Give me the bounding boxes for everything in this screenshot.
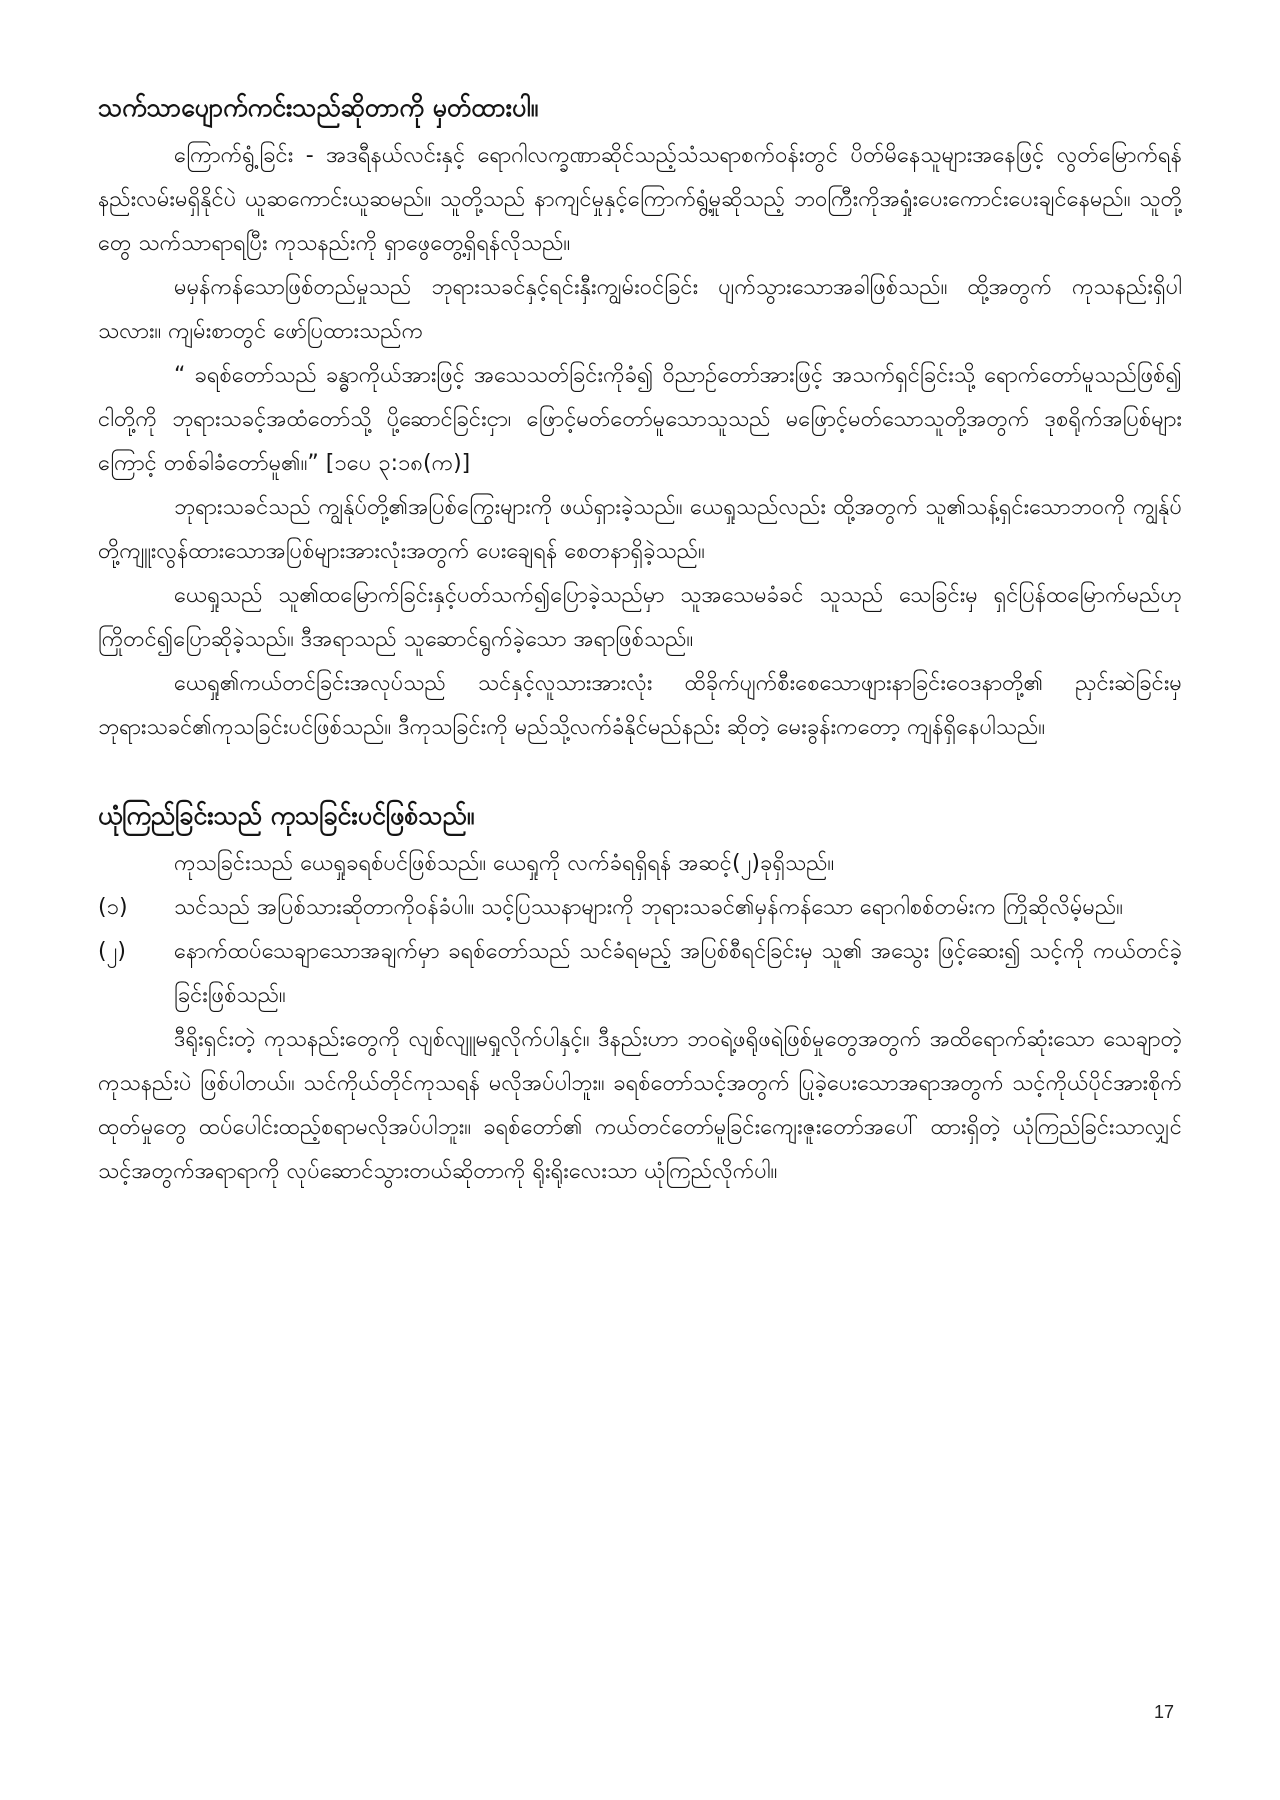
paragraph-closing: ဒီရိုးရှင်းတဲ့ ကုသနည်းတွေကို လျစ်လျူမရှုလိုက်ပါနှင့်။ ဒီနည်းဟာ ဘဝရဲ့ဖရိုဖရဲဖြစ်မှုတွေအတွက် အထိရောက်ဆုံးသော သေချာတဲ့ ကုသနည်းပဲ ဖြစ်ပါတယ်။ သင်ကိုယ်တိုင်ကုသရန် မလိုအပ်ပါဘူး။ ခရစ်တော်သင့်အတွက် ပြုခဲ့ပေးသောအရာအတွက် သင့်ကိုယ်ပိုင်အားစိုက်ထုတ်မှုတွေ ထပ်ပေါင်းထည့်စရာမလိုအပ်ပါဘူး။ ခရစ်တော်၏ ကယ်တင်တော်မူခြင်းကျေးဇူးတော်အပေါ် ထားရှိတဲ့ ယုံကြည်ခြင်းသာလျှင် သင့်အတွက်အရာရာကို လုပ်ဆောင်သွားတယ်ဆိုတာကို ရိုးရိုးလေးသာ ယုံကြည်လိုက်ပါ။ xyxy=(98,1027,1182,1184)
step-number: (၂) xyxy=(98,939,126,964)
paragraph-steps-intro: ကုသခြင်းသည် ယေရှုခရစ်ပင်ဖြစ်သည်။ ယေရှုကို လက်ခံရရှိရန် အဆင့်(၂)ခုရှိသည်။ xyxy=(174,851,835,876)
paragraph-salvation-work: ယေရှု၏ကယ်တင်ခြင်းအလုပ်သည် သင်နှင့်လူသားအားလုံး ထိခိုက်ပျက်စီးစေသောဖျားနာခြင်းဝေဒနာတို့၏ ညှင်းဆဲခြင်းမှ ဘုရားသခင်၏ကုသခြင်းပင်ဖြစ်သည်။ ဒီကုသခြင်းကို မည်သို့လက်ခံနိုင်မည်နည်း ဆိုတဲ့ မေးခွန်းကတော့ ကျန်ရှိနေပါသည်။ xyxy=(98,671,1182,740)
step-text: သင်သည် အပြစ်သားဆိုတာကိုဝန်ခံပါ။ သင့်ပြဿနာများကို ဘုရားသခင်၏မှန်ကန်သော ရောဂါစစ်တမ်းက ကြိုဆိုလိမ့်မည်။ xyxy=(174,895,1123,920)
section-spacer xyxy=(98,750,1182,796)
section-heading-relief: သက်သာပျောက်ကင်းသည်ဆိုတာကို မှတ်ထားပါ။ xyxy=(98,93,539,122)
paragraph-resurrection: ယေရှုသည် သူ၏ထမြောက်ခြင်းနှင့်ပတ်သက်၍ပြောခဲ့သည်မှာ သူအသေမခံခင် သူသည် သေခြင်းမှ ရှင်ပြန်ထမြောက်မည်ဟု ကြိုတင်၍ပြောဆိုခဲ့သည်။ ဒီအရာသည် သူဆောင်ရွက်ခဲ့သော အရာဖြစ်သည်။ xyxy=(98,583,1182,652)
paragraph-debt-removed: ဘုရားသခင်သည် ကျွန်ုပ်တို့၏အပြစ်ကြွေးများကို ဖယ်ရှားခဲ့သည်။ ယေရှုသည်လည်း ထို့အတွက် သူ၏သန့်ရှင်းသောဘဝကို ကျွန်ုပ်တို့ကျူးလွန်ထားသောအပြစ်များအားလုံးအတွက် ပေးချေရန် စေတနာရှိခဲ့သည်။ xyxy=(98,495,1182,564)
page-number: 17 xyxy=(1153,1702,1174,1722)
section-heading-faith: ယုံကြည်ခြင်းသည် ကုသခြင်းပင်ဖြစ်သည်။ xyxy=(98,801,475,830)
step-number: (၁) xyxy=(98,895,128,920)
paragraph-broken-relationship: မမှန်ကန်သောဖြစ်တည်မှုသည် ဘုရားသခင်နှင့်ရင်းနှီးကျွမ်းဝင်ခြင်း ပျက်သွားသောအခါဖြစ်သည်။ ထို့အတွက် ကုသနည်းရှိပါသလား။ ကျမ်းစာတွင် ဖော်ပြထားသည်က xyxy=(98,275,1182,344)
step-text: နောက်ထပ်သေချာသောအချက်မှာ ခရစ်တော်သည် သင်ခံရမည့် အပြစ်စီရင်ခြင်းမှ သူ၏ အသွေး ဖြင့်ဆေး၍ သင့်ကို ကယ်တင်ခဲ့ခြင်းဖြစ်သည်။ xyxy=(174,939,1182,1008)
step-item-2 xyxy=(98,930,1182,1018)
step-item-1 xyxy=(98,886,1182,930)
paragraph-fear-cycle: ကြောက်ရွံ့ခြင်း - အဒရီနယ်လင်းနှင့် ရောဂါလက္ခဏာဆိုင်သည့်သံသရာစက်ဝန်းတွင် ပိတ်မိနေသူများအနေဖြင့် လွတ်မြောက်ရန် နည်းလမ်းမရှိနိုင်ပဲ ယူဆကောင်းယူဆမည်။ သူတို့သည် နာကျင်မှုနှင့်ကြောက်ရွံ့မှုဆိုသည့် ဘဝကြီးကိုအရှုံးပေးကောင်းပေးချင်နေမည်။ သူတို့တွေ သက်သာရာရပြီး ကုသနည်းကို ရှာဖွေတွေ့ရှိရန်လိုသည်။ xyxy=(98,143,1182,256)
scripture-quote: “ ခရစ်တော်သည် ခန္ဓာကိုယ်အားဖြင့် အသေသတ်ခြင်းကိုခံ၍ ဝိညာဉ်တော်အားဖြင့် အသက်ရှင်ခြင်းသို့ ရောက်တော်မူသည်ဖြစ်၍ ငါတို့ကို ဘုရားသခင့်အထံတော်သို့ ပို့ဆောင်ခြင်းငှာ၊ ဖြောင့်မတ်တော်မူသောသူသည် မဖြောင့်မတ်သောသူတို့အတွက် ဒုစရိုက်အပြစ်များကြောင့် တစ်ခါခံတော်မူ၏။” [၁ပေ ၃:၁၈(က)] xyxy=(98,363,1182,476)
